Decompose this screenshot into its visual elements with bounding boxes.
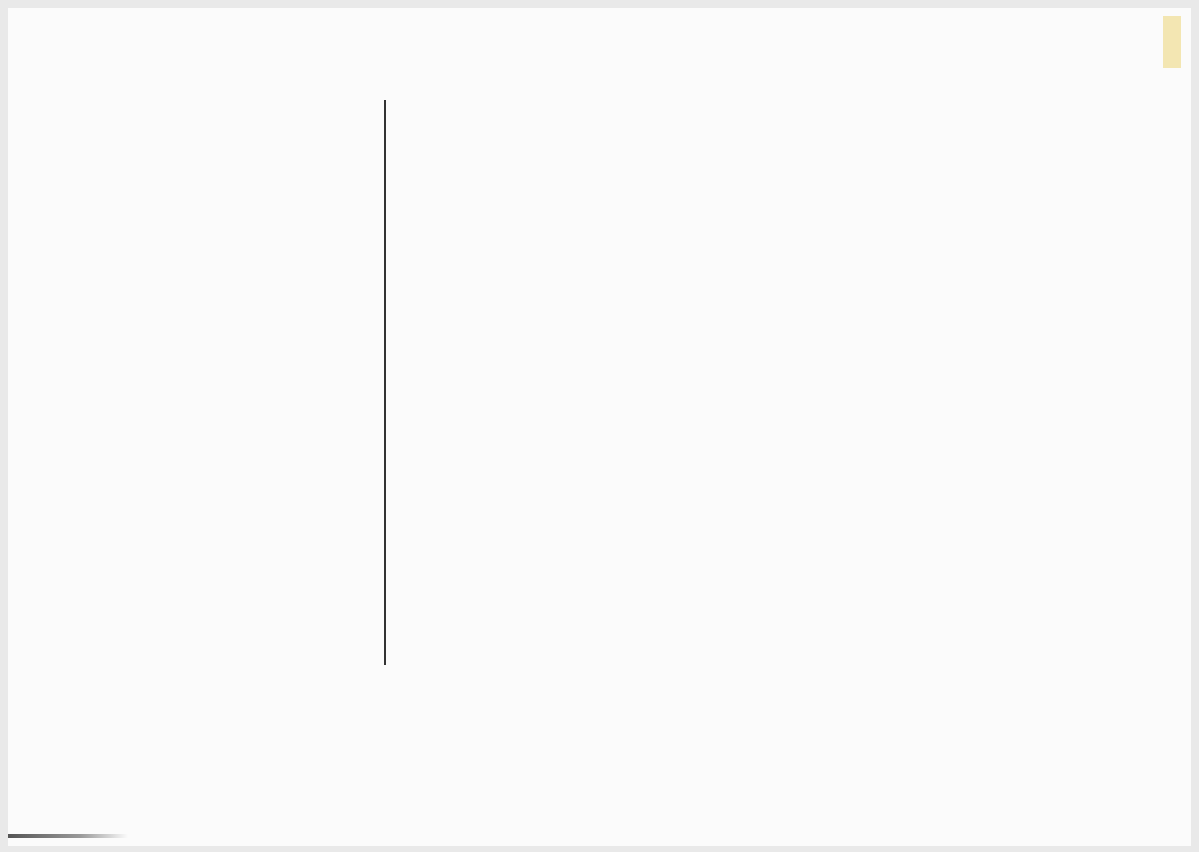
document-page bbox=[8, 8, 1191, 846]
scan-edge-smudge bbox=[8, 834, 128, 838]
left-column bbox=[30, 86, 376, 92]
corner-tab-marker bbox=[1163, 16, 1181, 68]
column-divider bbox=[384, 100, 386, 665]
right-column bbox=[396, 86, 1158, 92]
